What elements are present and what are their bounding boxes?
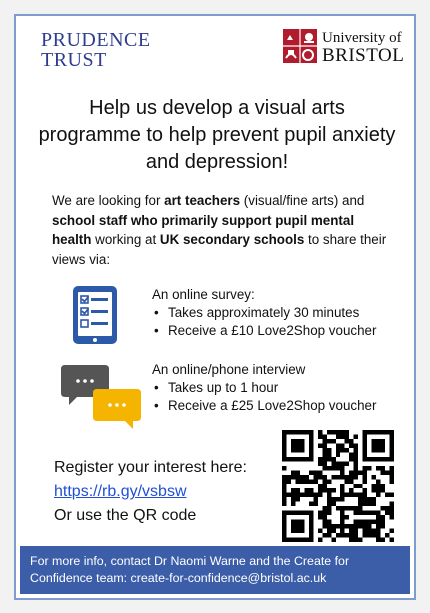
university-of-bristol-logo <box>282 28 410 68</box>
list-item: • Receive a £25 Love2Shop voucher <box>154 398 377 413</box>
bristol-crest-icon <box>282 28 318 64</box>
chat-bubbles-icon <box>59 363 145 435</box>
intro-bold-art-teachers: art teachers <box>164 193 241 208</box>
qr-instruction: Or use the QR code <box>54 507 197 524</box>
intro-bold-school-staff: school staff who primarily support pupil mental health <box>52 212 355 247</box>
intro-bold-uk-secondary: UK secondary schools <box>159 232 305 247</box>
university-line2: BRISTOL <box>322 45 405 66</box>
tablet-checklist-icon <box>71 284 119 346</box>
qr-code[interactable] <box>282 430 394 542</box>
survey-option-bullets <box>152 304 412 340</box>
interview-option <box>152 361 412 415</box>
survey-option-title: An online survey: <box>152 287 255 302</box>
register-section <box>54 456 274 528</box>
intro-paragraph <box>52 191 392 269</box>
interview-bullet-duration: Takes up to 1 hour <box>168 380 279 395</box>
prudence-trust-logo <box>41 30 151 70</box>
university-line1: University of <box>322 30 402 46</box>
footer-contact: For more info, contact Dr Naomi Warne and the Create for Confidence team: create-for-confidence@bristol.ac.uk <box>20 546 410 594</box>
list-item: • Takes approximately 30 minutes <box>154 305 360 320</box>
survey-option <box>152 286 412 340</box>
university-wordmark <box>322 30 404 66</box>
intro-text-3: working at <box>91 232 160 247</box>
poster <box>14 14 416 600</box>
intro-text-1: We are looking for <box>52 193 165 208</box>
headline: Help us develop a visual arts programme to help prevent pupil anxiety and depression! <box>38 97 396 173</box>
list-item: • Receive a £10 Love2Shop voucher <box>154 323 377 338</box>
list-item: • Takes up to 1 hour <box>154 380 279 395</box>
register-link[interactable]: https://rb.gy/vsbsw <box>54 483 187 500</box>
prudence-logo-line1: PRUDENCE <box>41 29 151 51</box>
intro-text-4: to share their views via: <box>52 232 387 267</box>
interview-option-bullets <box>152 379 412 415</box>
interview-bullet-voucher: Receive a £25 Love2Shop voucher <box>168 398 377 413</box>
survey-bullet-duration: Takes approximately 30 minutes <box>168 305 360 320</box>
survey-bullet-voucher: Receive a £10 Love2Shop voucher <box>168 323 377 338</box>
intro-text-2: (visual/fine arts) and <box>240 193 365 208</box>
interview-option-title: An online/phone interview <box>152 362 306 377</box>
register-label: Register your interest here: <box>54 459 247 476</box>
prudence-logo-line2: TRUST <box>41 49 107 71</box>
